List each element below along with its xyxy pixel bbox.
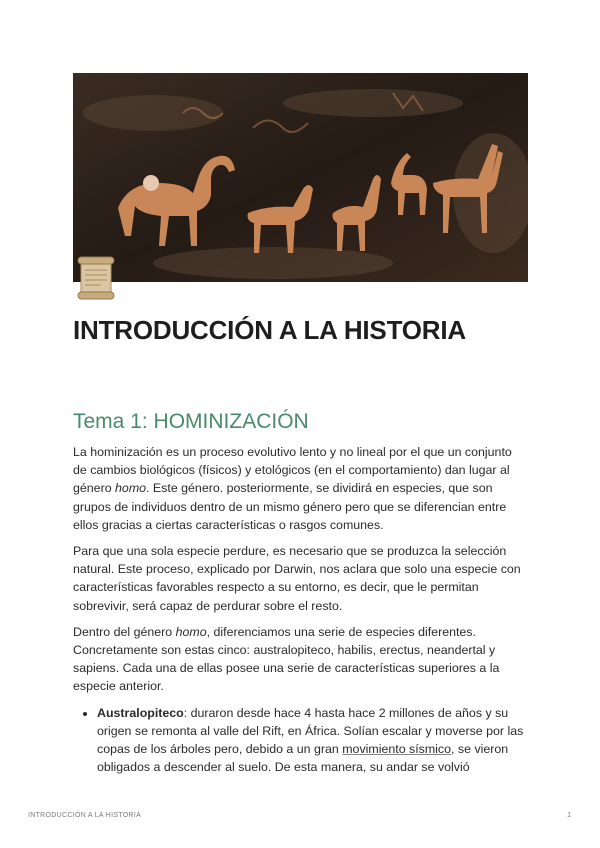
list-item-text-a: : duraron desde hace 4 hasta hace 2 millones de años y su origen se remonta al valle del Rift, en África. Solían escalar y moverse por las copas de los árboles pero, debido a un gran [97,705,524,757]
scroll-icon [75,255,117,301]
list-item [97,704,528,777]
cover-image [73,73,528,282]
list-item-term: Australopiteco [97,705,184,720]
petroglyph-illustration [73,73,528,282]
paragraph-1-emphasis: homo [115,481,147,496]
page-title: INTRODUCCIÓN A LA HISTORIA [73,315,466,345]
page-number: 1 [567,812,571,819]
movimiento-sismico-link[interactable]: movimiento sísmico [342,742,452,757]
paragraph-3-emphasis: homo [175,624,207,639]
footer-title: INTRODUCCIÓN A LA HISTORIA [28,812,142,819]
paragraph-1 [73,443,528,534]
paragraph-3 [73,623,528,696]
list-item-text-b: , se vieron obligados a descender al suelo. De esta manera, su andar se volvió [97,742,509,775]
paragraph-2: Para que una sola especie perdure, es necesario que se produzca la selección natural. Este proceso, explicado por Darwin, nos aclara que solo una especie con características favorables respecto a su entorno, es decir, que le permitan sobrevivir, será capaz de perdurar sobre el resto. [73,544,521,613]
page-content [73,443,528,776]
paragraph-3-text-b: , diferenciamos una serie de especies diferentes. Concretamente son estas cinco: australopiteco, habilis, erectus, neandertal y sapiens. Cada una de ellas posee una serie de características superiores a la especie anterior. [73,624,500,694]
species-list [73,704,528,777]
paragraph-1-text-a: La hominización es un proceso evolutivo lento y no lineal por el que un conjunto de cambios biológicos (físicos) y etológicos (en el comportamiento) dan lugar al género [73,445,512,496]
paragraph-1-text-b: . Este género. posteriormente, se dividirá en especies, que son grupos de individuos dentro de un mismo género pero que se diferencian entre ellos gracias a ciertas características o rasgos comunes. [73,481,507,532]
section-heading: Tema 1: HOMINIZACIÓN [73,410,309,433]
paragraph-3-text-a: Dentro del género [73,624,176,639]
